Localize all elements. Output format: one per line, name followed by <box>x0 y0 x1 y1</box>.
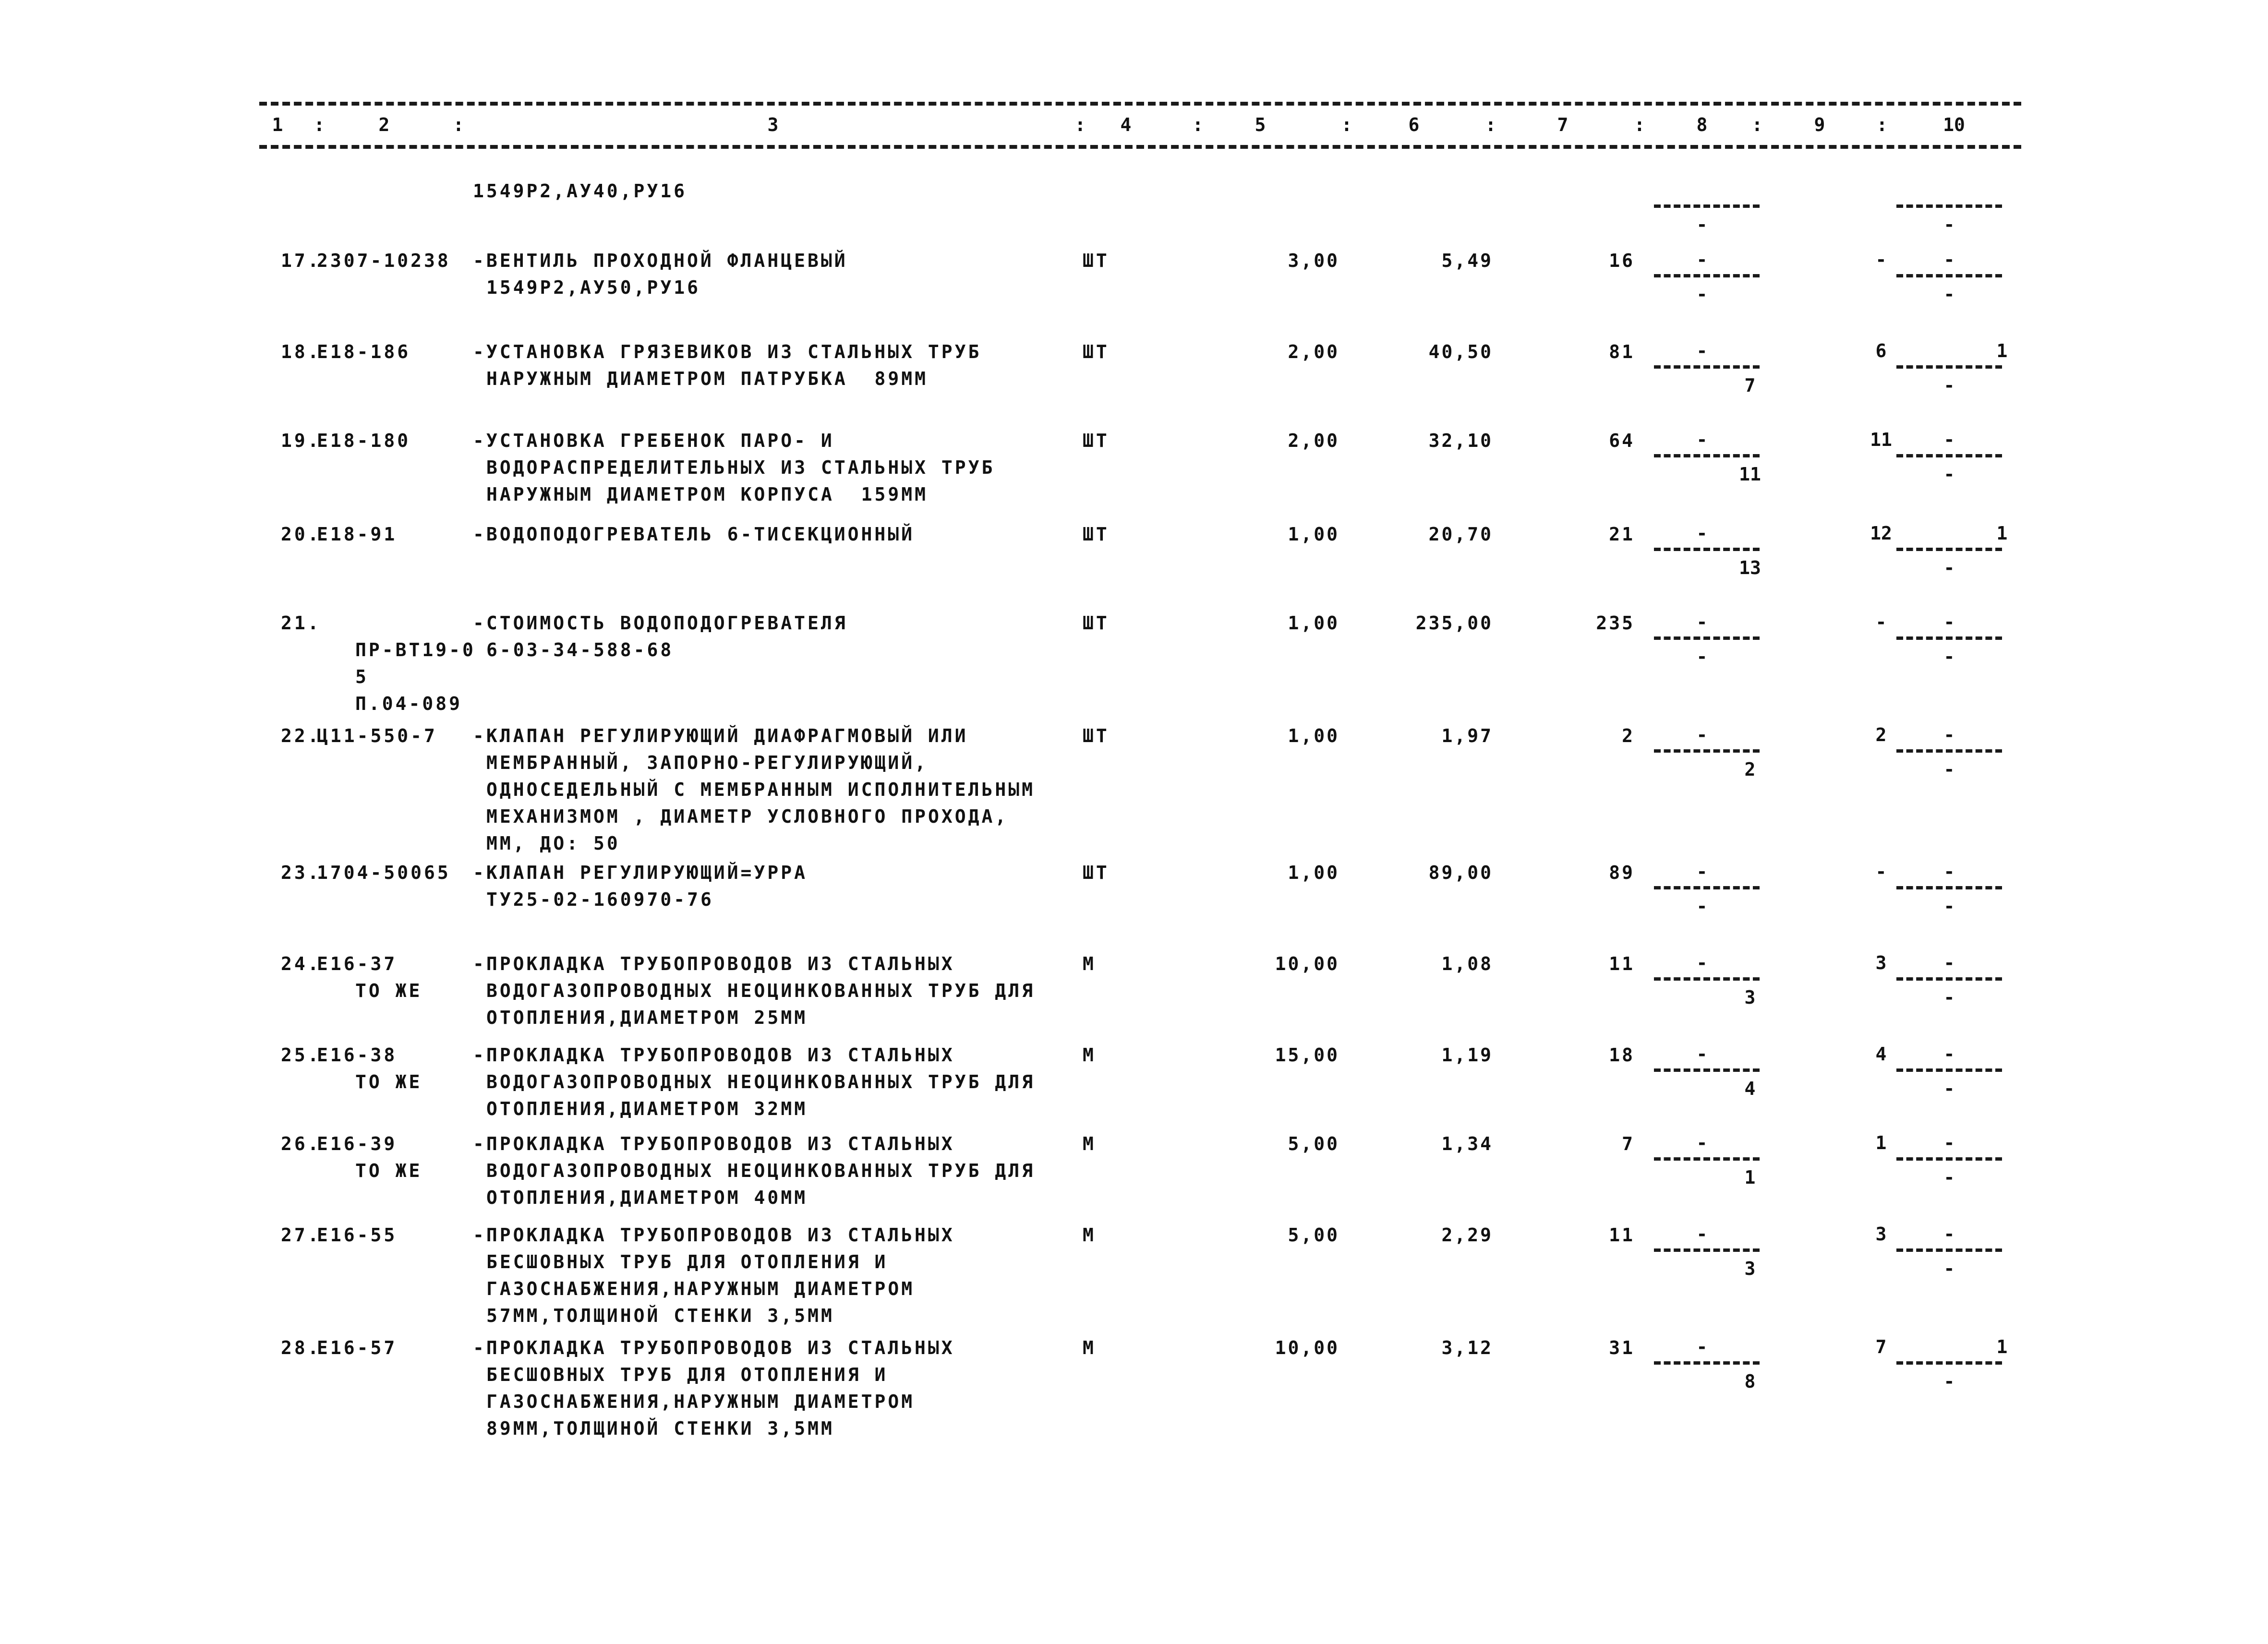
row-total: 89 <box>1609 862 1635 883</box>
row-number: 23. <box>281 862 321 883</box>
row-total: 64 <box>1609 430 1635 451</box>
col9-value: 3 <box>1875 1224 1887 1245</box>
row-description: -КЛАПАН РЕГУЛИРУЮЩИЙ ДИАФРАГМОВЫЙ ИЛИ <box>473 725 968 746</box>
row-description: ВОДОРАСПРЕДЕЛИТЕЛЬНЫХ ИЗ СТАЛЬНЫХ ТРУБ <box>486 457 995 478</box>
row-quantity: 5,00 <box>1288 1133 1339 1154</box>
row-description: ММ, ДО: 50 <box>486 833 620 854</box>
row-description: НАРУЖНЫМ ДИАМЕТРОМ КОРПУСА 159ММ <box>486 484 928 505</box>
col9-value: 7 <box>1875 1336 1887 1357</box>
col10-fraction-line <box>1896 365 2002 371</box>
row-description: -ПРОКЛАДКА ТРУБОПРОВОДОВ ИЗ СТАЛЬНЫХ <box>473 1337 955 1358</box>
col10-fraction-line <box>1896 977 2002 983</box>
row-total: 81 <box>1609 341 1635 362</box>
column-header-1: 1 <box>272 114 283 135</box>
col8-top-value: - <box>1696 429 1708 450</box>
row-code: ТО ЖЕ <box>355 980 422 1001</box>
row-code: Е16-38 <box>317 1044 398 1066</box>
row-code: ТО ЖЕ <box>355 1160 422 1181</box>
row-number: 20. <box>281 524 321 545</box>
column-separator: : <box>1341 114 1352 135</box>
col10-fraction-line <box>1896 454 2002 459</box>
column-header-4: 4 <box>1120 114 1132 135</box>
col10-top-value: - <box>1943 612 1955 633</box>
col9-value: 6 <box>1875 340 1887 361</box>
col9-value: 2 <box>1875 724 1887 745</box>
col8-fraction-line <box>1654 1068 1760 1074</box>
col10-top-value: - <box>1943 861 1955 882</box>
row-quantity: 10,00 <box>1275 953 1339 974</box>
column-header-2: 2 <box>378 114 390 135</box>
col10-fraction-line <box>1896 204 2002 210</box>
row-unit-price: 2,29 <box>1441 1224 1493 1246</box>
row-unit: ШТ <box>1083 612 1110 634</box>
col10-bottom-value: - <box>1943 1167 1955 1188</box>
row-quantity: 2,00 <box>1288 430 1339 451</box>
col10-bottom-value: - <box>1943 987 1955 1008</box>
col8-top-value: - <box>1696 1336 1708 1357</box>
col8-top-value: - <box>1696 249 1708 270</box>
row-code: 1704-50065 <box>317 862 451 883</box>
col9-value: 1 <box>1875 1132 1887 1153</box>
row-number: 25. <box>281 1044 321 1066</box>
row-description: ОДНОСЕДЕЛЬНЫЙ С МЕМБРАННЫМ ИСПОЛНИТЕЛЬНЫМ <box>486 779 1035 800</box>
row-code: ТО ЖЕ <box>355 1071 422 1092</box>
row-description: ГАЗОСНАБЖЕНИЯ,НАРУЖНЫМ ДИАМЕТРОМ <box>486 1391 915 1412</box>
col10-top-value: 1 <box>1996 523 2008 544</box>
header-top-rule <box>259 102 2021 106</box>
col10-top-value: 1 <box>1996 1336 2008 1357</box>
row-description: МЕХАНИЗМОМ , ДИАМЕТР УСЛОВНОГО ПРОХОДА, <box>486 806 1009 827</box>
row-code: 5 <box>355 666 369 687</box>
row-number: 26. <box>281 1133 321 1154</box>
col9-value: 4 <box>1875 1044 1887 1065</box>
row-code: ПР-ВТ19-0 <box>355 639 476 660</box>
row-unit-price: 1,97 <box>1441 725 1493 746</box>
row-code: Е18-91 <box>317 524 398 545</box>
row-code: 2307-10238 <box>317 250 451 271</box>
column-separator: : <box>1634 114 1645 135</box>
row-total: 11 <box>1609 1224 1635 1246</box>
col8-top-value: - <box>1696 1044 1708 1065</box>
col8-top-value: - <box>1696 612 1708 633</box>
row-code: Е18-180 <box>317 430 411 451</box>
row-number: 24. <box>281 953 321 974</box>
column-separator: : <box>1876 114 1888 135</box>
col10-top-value: 1 <box>1996 340 2008 361</box>
column-header-7: 7 <box>1557 114 1568 135</box>
col10-bottom-value: - <box>1943 759 1955 780</box>
col8-fraction-line <box>1654 1248 1760 1254</box>
col10-fraction-line <box>1896 749 2002 755</box>
col8-bottom-value: 3 <box>1744 987 1756 1008</box>
row-unit: ШТ <box>1083 524 1110 545</box>
col8-bottom-value: 7 <box>1744 375 1756 396</box>
col8-fraction-line <box>1654 548 1760 553</box>
header-bottom-rule <box>259 145 2021 149</box>
row-quantity: 1,00 <box>1288 725 1339 746</box>
col10-fraction-line <box>1896 274 2002 279</box>
row-description: 6-03-34-588-68 <box>486 639 674 660</box>
row-total: 235 <box>1596 612 1635 634</box>
row-unit: ШТ <box>1083 250 1110 271</box>
row-description: -КЛАПАН РЕГУЛИРУЮЩИЙ=УРРА <box>473 862 808 883</box>
col8-bottom-value: - <box>1696 646 1708 667</box>
row-quantity: 1,00 <box>1288 862 1339 883</box>
column-header-3: 3 <box>767 114 779 135</box>
column-separator: : <box>453 114 464 135</box>
row-code: Е16-37 <box>317 953 398 974</box>
row-description: 1549Р2,АУ50,РУ16 <box>486 277 701 298</box>
row-description: ВОДОГАЗОПРОВОДНЫХ НЕОЦИНКОВАННЫХ ТРУБ ДЛЯ <box>486 980 1035 1001</box>
row-total: 7 <box>1622 1133 1635 1154</box>
row-unit: М <box>1083 1224 1096 1246</box>
col9-value: - <box>1875 249 1887 270</box>
row-unit-price: 20,70 <box>1428 524 1493 545</box>
col9-value: 12 <box>1870 523 1892 544</box>
col10-bottom-value: - <box>1943 464 1955 485</box>
row-description: -ПРОКЛАДКА ТРУБОПРОВОДОВ ИЗ СТАЛЬНЫХ <box>473 1224 955 1246</box>
col10-top-value: - <box>1943 429 1955 450</box>
row-quantity: 1,00 <box>1288 524 1339 545</box>
col10-bottom-value: - <box>1943 1258 1955 1279</box>
row-description: НАРУЖНЫМ ДИАМЕТРОМ ПАТРУБКА 89ММ <box>486 368 928 389</box>
col10-fraction-line <box>1896 1248 2002 1254</box>
row-description: ВОДОГАЗОПРОВОДНЫХ НЕОЦИНКОВАННЫХ ТРУБ ДЛЯ <box>486 1071 1035 1092</box>
col8-bottom-value: 2 <box>1744 759 1756 780</box>
row-total: 11 <box>1609 953 1635 974</box>
row-description: ОТОПЛЕНИЯ,ДИАМЕТРОМ 32ММ <box>486 1098 808 1119</box>
col9-value: 3 <box>1875 952 1887 973</box>
row-unit-price: 1,19 <box>1441 1044 1493 1066</box>
row-unit-price: 40,50 <box>1428 341 1493 362</box>
col8-top-value: - <box>1696 1132 1708 1153</box>
column-separator: : <box>1192 114 1204 135</box>
column-header-9: 9 <box>1814 114 1825 135</box>
column-separator: : <box>1074 114 1086 135</box>
column-separator: : <box>1485 114 1496 135</box>
col8-bottom-value: 8 <box>1744 1371 1756 1392</box>
col8-fraction-line <box>1654 1361 1760 1367</box>
row-total: 31 <box>1609 1337 1635 1358</box>
col10-top-value: - <box>1943 1044 1955 1065</box>
row-description: -УСТАНОВКА ГРЕБЕНОК ПАРО- И <box>473 430 834 451</box>
column-separator: : <box>1751 114 1763 135</box>
col9-value: - <box>1875 612 1887 633</box>
col10-bottom-value: - <box>1943 896 1955 917</box>
row-description: 1549Р2,АУ40,РУ16 <box>473 180 688 202</box>
col10-top-value: - <box>1943 1132 1955 1153</box>
row-number: 27. <box>281 1224 321 1246</box>
row-total: 21 <box>1609 524 1635 545</box>
row-code: Е16-57 <box>317 1337 398 1358</box>
row-quantity: 15,00 <box>1275 1044 1339 1066</box>
row-number: 19. <box>281 430 321 451</box>
col8-top-value: - <box>1696 340 1708 361</box>
row-description: ТУ25-02-160970-76 <box>486 889 714 910</box>
row-description: 89ММ,ТОЛЩИНОЙ СТЕНКИ 3,5ММ <box>486 1418 834 1439</box>
row-unit-price: 5,49 <box>1441 250 1493 271</box>
row-unit: ШТ <box>1083 430 1110 451</box>
row-quantity: 5,00 <box>1288 1224 1339 1246</box>
col8-fraction-line <box>1654 454 1760 459</box>
row-unit: ШТ <box>1083 341 1110 362</box>
col10-bottom-value: - <box>1943 284 1955 305</box>
col8-fraction-line <box>1654 977 1760 983</box>
row-unit: ШТ <box>1083 862 1110 883</box>
col10-top-value: - <box>1943 1224 1955 1245</box>
row-description: БЕСШОВНЫХ ТРУБ ДЛЯ ОТОПЛЕНИЯ И <box>486 1364 888 1385</box>
col10-bottom-value: - <box>1943 214 1955 235</box>
col10-bottom-value: - <box>1943 646 1955 667</box>
col10-top-value: - <box>1943 249 1955 270</box>
row-code: П.04-089 <box>355 693 463 714</box>
row-unit: М <box>1083 1044 1096 1066</box>
row-code: Е16-39 <box>317 1133 398 1154</box>
col9-value: - <box>1875 861 1887 882</box>
col8-fraction-line <box>1654 886 1760 891</box>
col8-fraction-line <box>1654 204 1760 210</box>
row-quantity: 2,00 <box>1288 341 1339 362</box>
row-number: 18. <box>281 341 321 362</box>
row-description: ВОДОГАЗОПРОВОДНЫХ НЕОЦИНКОВАННЫХ ТРУБ ДЛЯ <box>486 1160 1035 1181</box>
row-description: -УСТАНОВКА ГРЯЗЕВИКОВ ИЗ СТАЛЬНЫХ ТРУБ <box>473 341 982 362</box>
row-quantity: 1,00 <box>1288 612 1339 634</box>
row-description: -ПРОКЛАДКА ТРУБОПРОВОДОВ ИЗ СТАЛЬНЫХ <box>473 953 955 974</box>
col8-bottom-value: 11 <box>1739 464 1761 485</box>
col10-bottom-value: - <box>1943 1078 1955 1099</box>
col8-fraction-line <box>1654 636 1760 642</box>
col10-bottom-value: - <box>1943 375 1955 396</box>
row-code: Е16-55 <box>317 1224 398 1246</box>
row-unit-price: 235,00 <box>1415 612 1493 634</box>
col10-fraction-line <box>1896 1361 2002 1367</box>
row-description: ОТОПЛЕНИЯ,ДИАМЕТРОМ 40ММ <box>486 1187 808 1208</box>
col10-top-value: - <box>1943 952 1955 973</box>
col10-fraction-line <box>1896 1068 2002 1074</box>
column-header-8: 8 <box>1696 114 1708 135</box>
column-header-10: 10 <box>1943 114 1965 135</box>
row-number: 28. <box>281 1337 321 1358</box>
col8-fraction-line <box>1654 365 1760 371</box>
col8-top-value: - <box>1696 724 1708 745</box>
row-description: -ВОДОПОДОГРЕВАТЕЛЬ 6-ТИСЕКЦИОННЫЙ <box>473 524 915 545</box>
col8-top-value: - <box>1696 523 1708 544</box>
row-description: МЕМБРАННЫЙ, ЗАПОРНО-РЕГУЛИРУЮЩИЙ, <box>486 752 928 773</box>
col10-fraction-line <box>1896 1157 2002 1163</box>
row-unit-price: 1,08 <box>1441 953 1493 974</box>
col8-bottom-value: - <box>1696 896 1708 917</box>
col10-bottom-value: - <box>1943 1371 1955 1392</box>
row-unit: М <box>1083 1337 1096 1358</box>
row-total: 2 <box>1622 725 1635 746</box>
row-description: ОТОПЛЕНИЯ,ДИАМЕТРОМ 25ММ <box>486 1007 808 1028</box>
col8-top-value: - <box>1696 952 1708 973</box>
row-unit: М <box>1083 1133 1096 1154</box>
col8-bottom-value: 3 <box>1744 1258 1756 1279</box>
row-description: 57ММ,ТОЛЩИНОЙ СТЕНКИ 3,5ММ <box>486 1305 834 1326</box>
row-number: 17. <box>281 250 321 271</box>
row-description: -ПРОКЛАДКА ТРУБОПРОВОДОВ ИЗ СТАЛЬНЫХ <box>473 1044 955 1066</box>
col10-fraction-line <box>1896 886 2002 891</box>
row-code: Ц11-550-7 <box>317 725 437 746</box>
col8-top-value: - <box>1696 1224 1708 1245</box>
row-description: ГАЗОСНАБЖЕНИЯ,НАРУЖНЫМ ДИАМЕТРОМ <box>486 1278 915 1299</box>
row-description: -СТОИМОСТЬ ВОДОПОДОГРЕВАТЕЛЯ <box>473 612 848 634</box>
col8-bottom-value: 13 <box>1739 557 1761 578</box>
row-description: -ПРОКЛАДКА ТРУБОПРОВОДОВ ИЗ СТАЛЬНЫХ <box>473 1133 955 1154</box>
row-unit-price: 32,10 <box>1428 430 1493 451</box>
col8-fraction-line <box>1654 1157 1760 1163</box>
row-unit: М <box>1083 953 1096 974</box>
row-unit-price: 3,12 <box>1441 1337 1493 1358</box>
column-header-5: 5 <box>1255 114 1266 135</box>
col8-bottom-value: - <box>1696 214 1708 235</box>
col10-fraction-line <box>1896 636 2002 642</box>
row-number: 21. <box>281 612 321 634</box>
col10-top-value: - <box>1943 724 1955 745</box>
col8-top-value: - <box>1696 861 1708 882</box>
row-unit: ШТ <box>1083 725 1110 746</box>
col10-fraction-line <box>1896 548 2002 553</box>
row-code: Е18-186 <box>317 341 411 362</box>
row-quantity: 3,00 <box>1288 250 1339 271</box>
row-total: 16 <box>1609 250 1635 271</box>
row-number: 22. <box>281 725 321 746</box>
row-description: БЕСШОВНЫХ ТРУБ ДЛЯ ОТОПЛЕНИЯ И <box>486 1251 888 1272</box>
col8-bottom-value: 4 <box>1744 1078 1756 1099</box>
row-total: 18 <box>1609 1044 1635 1066</box>
col10-bottom-value: - <box>1943 557 1955 578</box>
row-unit-price: 89,00 <box>1428 862 1493 883</box>
col8-fraction-line <box>1654 749 1760 755</box>
column-header-6: 6 <box>1408 114 1420 135</box>
col8-bottom-value: 1 <box>1744 1167 1756 1188</box>
col8-bottom-value: - <box>1696 284 1708 305</box>
row-unit-price: 1,34 <box>1441 1133 1493 1154</box>
row-description: -ВЕНТИЛЬ ПРОХОДНОЙ ФЛАНЦЕВЫЙ <box>473 250 848 271</box>
column-separator: : <box>314 114 325 135</box>
col9-value: 11 <box>1870 429 1892 450</box>
row-quantity: 10,00 <box>1275 1337 1339 1358</box>
col8-fraction-line <box>1654 274 1760 279</box>
